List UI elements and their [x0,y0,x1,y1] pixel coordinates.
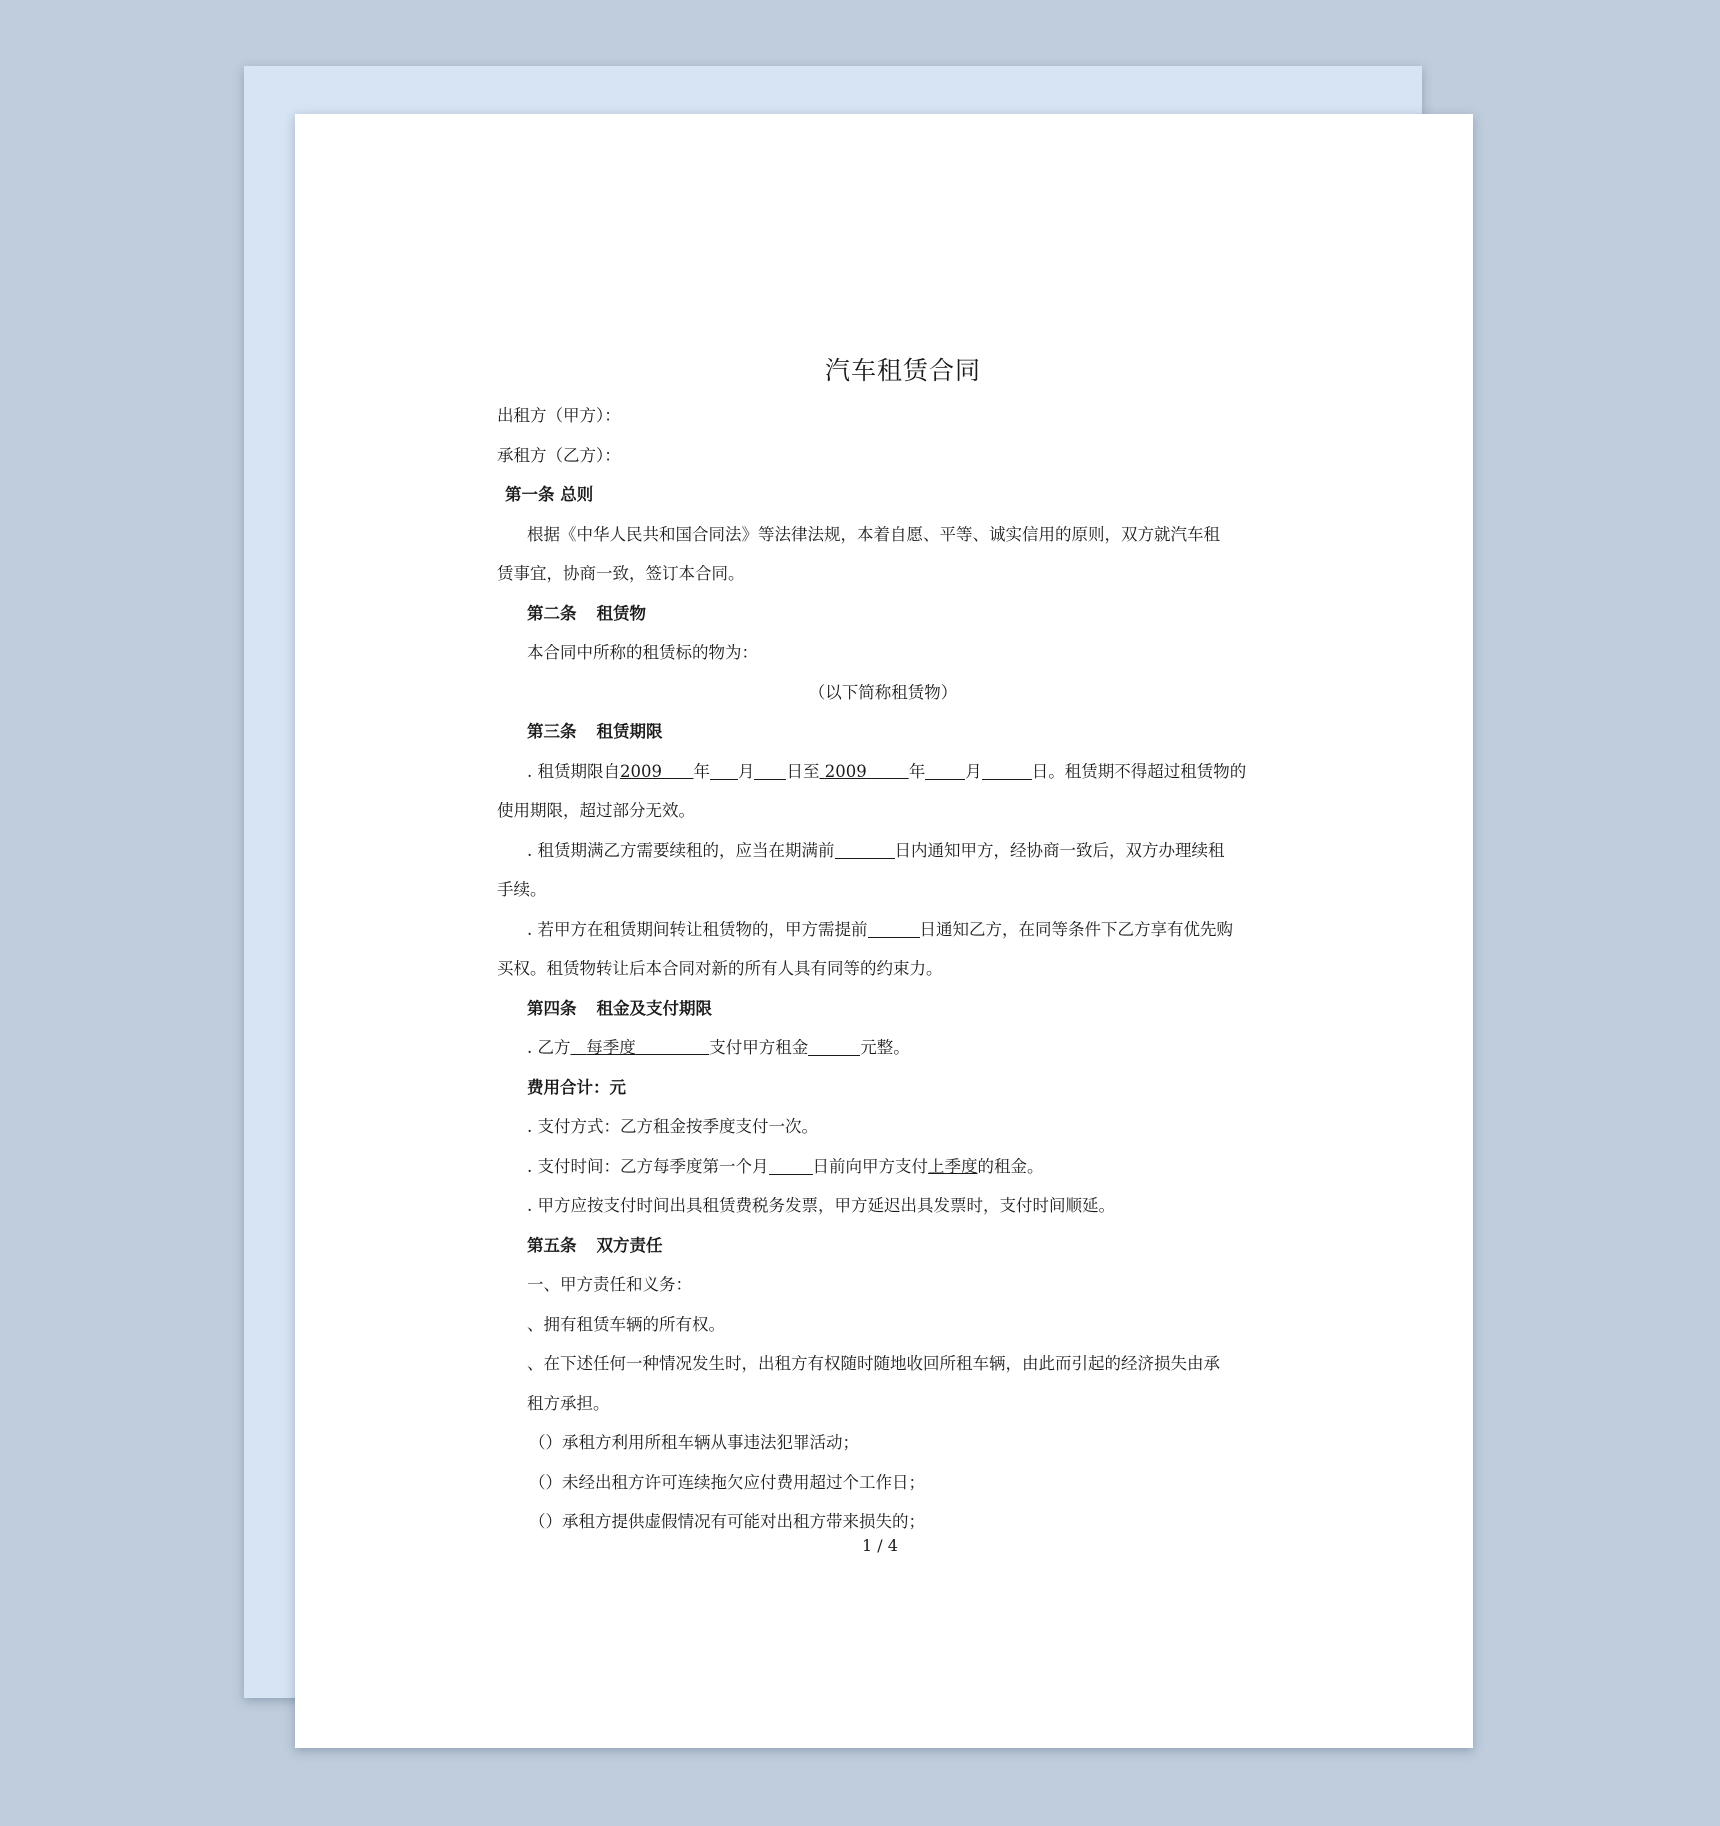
article-5-line-7: （）承租方提供虚假情况有可能对出租方带来损失的； [529,1512,925,1531]
start-year-blank [620,762,693,781]
transfer-notice-days-blank [868,921,920,938]
text-segment: 日内通知甲方，经协商一致后，双方办理续租 [894,840,1225,860]
article-3-line-4: 手续。 [497,880,547,899]
article-2-name: 租赁物 [596,603,646,623]
text-segment: 日至 [786,761,820,781]
article-5-name: 双方责任 [596,1235,663,1255]
start-month-blank [710,763,738,780]
renewal-notice-days-blank [835,842,895,859]
article-4-line-4: . 甲方应按支付时间出具租赁费税务发票，甲方延迟出具发票时，支付时间顺延。 [527,1196,1115,1215]
text-segment: 支付甲方租金 [709,1038,809,1057]
article-5-line-2: 、拥有租赁车辆的所有权。 [527,1314,725,1334]
article-3-line-5 [497,910,1269,950]
article-5-line-3: 、在下述任何一种情况发生时，出租方有权随时随地收回所租车辆，由此而引起的经济损失由承 [527,1354,1220,1373]
article-5-number: 第五条 [527,1235,577,1255]
article-5-line-4: 租方承担。 [527,1393,610,1413]
article-3-line-3 [497,831,1269,871]
article-4-number: 第四条 [527,998,577,1018]
article-5-line-6: （）未经出租方许可连续拖欠应付费用超过个工作日； [529,1472,925,1492]
article-3-line-6: 买权。租赁物转让后本合同对新的所有人具有同等的约束力。 [497,959,943,978]
contract-document [497,346,1269,1542]
end-year-blank [819,762,908,781]
end-day-blank [982,763,1032,780]
article-5-line-5: （）承租方利用所租车辆从事违法犯罪活动； [529,1433,859,1452]
payment-period-blank [571,1038,710,1057]
article-1-paragraph-line-2: 赁事宜，协商一致，签订本合同。 [497,564,745,583]
text-segment: 年 [908,761,926,781]
rent-amount-blank [808,1039,860,1056]
text-segment: 日前向甲方支付 [812,1156,928,1176]
party-b-line: 承租方（乙方）： [497,445,621,465]
article-1-paragraph-line-1: 根据《中华人民共和国合同法》等法律法规，本着自愿、平等、诚实信用的原则，双方就汽车租 [527,524,1220,544]
payment-season-value: 上季度 [928,1156,978,1176]
end-year-value: 2009 [824,761,867,781]
article-4-line-3 [497,1147,1269,1187]
text-segment: . 租赁期限自 [527,761,620,781]
party-a-line: 出租方（甲方）： [497,406,621,425]
article-4-heading [497,989,1269,1029]
text-segment: . 租赁期满乙方需要续租的，应当在期满前 [527,840,835,860]
start-year-value: 2009 [620,761,662,781]
article-2-line-1: 本合同中所称的租赁标的物为： [527,643,758,662]
article-4-name: 租金及支付期限 [596,998,712,1018]
article-3-heading [497,712,1269,752]
text-segment: 月 [965,761,982,781]
article-3-line-1 [497,752,1269,792]
article-5-line-1: 一、甲方责任和义务： [527,1275,692,1294]
text-segment: 年 [693,761,710,781]
text-segment: 日通知乙方，在同等条件下乙方享有优先购 [919,919,1233,939]
article-2-number: 第二条 [527,603,577,623]
article-3-number: 第三条 [527,722,577,741]
article-2-line-2: （以下简称租赁物） [808,682,958,702]
article-2-heading [497,594,1269,634]
article-3-name: 租赁期限 [596,722,663,741]
article-4-line-1 [497,1028,1269,1068]
article-4-line-2: . 支付方式：乙方租金按季度支付一次。 [527,1117,818,1136]
article-5-heading [497,1226,1269,1266]
text-segment: 的租金。 [977,1156,1044,1176]
article-3-line-2: 使用期限，超过部分无效。 [497,801,695,820]
page-number: 1 / 4 [862,1536,898,1555]
text-segment: . 支付时间：乙方每季度第一个月 [527,1156,769,1176]
text-segment: 元整。 [860,1038,910,1057]
end-month-blank [925,763,965,780]
document-title: 汽车租赁合同 [824,356,981,385]
text-segment: . 乙方 [527,1038,571,1057]
payment-period-value: 每季度 [586,1038,636,1057]
text-segment: 日。租赁期不得超过租赁物的 [1031,761,1247,781]
article-1-heading: 第一条 总则 [505,485,594,504]
text-segment: . 若甲方在租赁期间转让租赁物的，甲方需提前 [527,919,868,939]
payment-day-blank [769,1158,813,1175]
fee-total-line: 费用合计：元 [527,1077,626,1097]
start-day-blank [754,763,786,780]
text-segment: 月 [737,761,755,781]
